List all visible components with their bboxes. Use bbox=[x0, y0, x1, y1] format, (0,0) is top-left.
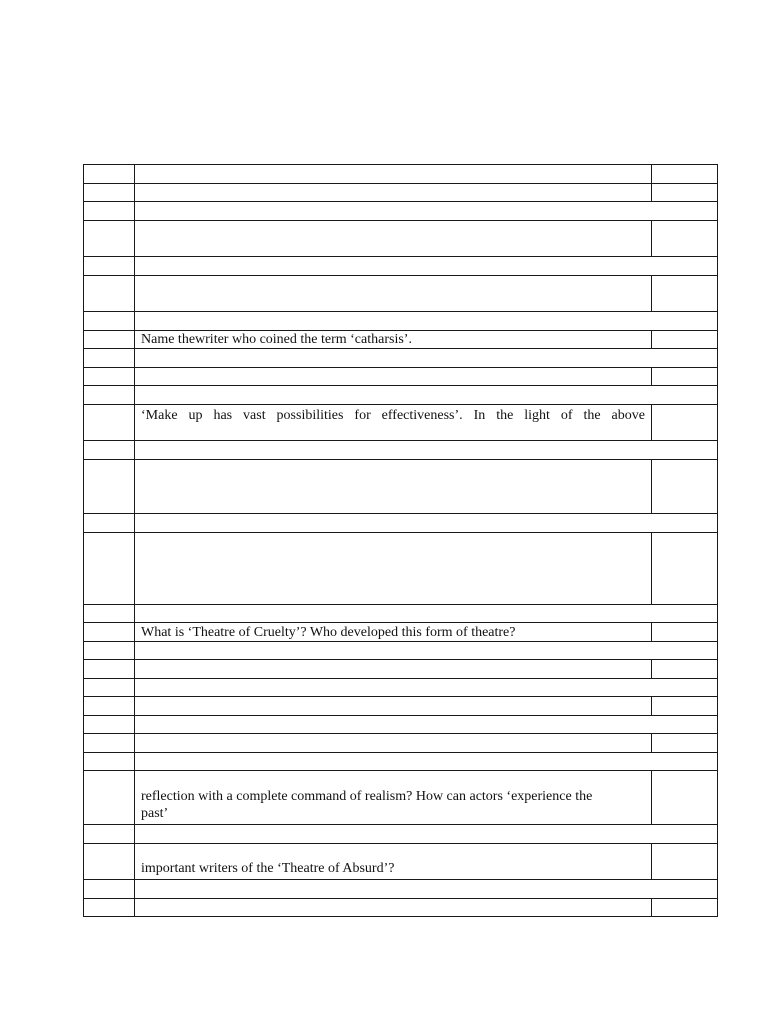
table-row bbox=[84, 679, 718, 697]
table-row bbox=[84, 623, 718, 642]
number-cell bbox=[84, 405, 135, 441]
section-cell bbox=[135, 441, 718, 460]
question-cruelty: What is ‘Theatre of Cruelty’? Who developed this form of theatre? bbox=[135, 623, 652, 642]
table-row bbox=[84, 642, 718, 660]
section-cell bbox=[135, 753, 718, 771]
section-cell bbox=[135, 349, 718, 368]
question-catharsis: Name thewriter who coined the term ‘catharsis’. bbox=[135, 331, 652, 349]
number-cell bbox=[84, 386, 135, 405]
number-cell bbox=[84, 184, 135, 202]
question-realism-line-2: past’ bbox=[141, 806, 169, 821]
number-cell bbox=[84, 825, 135, 844]
marks-cell bbox=[652, 460, 718, 514]
number-cell bbox=[84, 312, 135, 331]
table-row bbox=[84, 165, 718, 184]
number-cell bbox=[84, 844, 135, 880]
section-cell bbox=[135, 386, 718, 405]
number-cell bbox=[84, 605, 135, 623]
section-cell bbox=[135, 716, 718, 734]
number-cell bbox=[84, 460, 135, 514]
number-cell bbox=[84, 165, 135, 184]
number-cell bbox=[84, 221, 135, 257]
table-row bbox=[84, 221, 718, 257]
section-cell bbox=[135, 679, 718, 697]
section-cell bbox=[135, 880, 718, 899]
marks-cell bbox=[652, 697, 718, 716]
question-cell bbox=[135, 533, 652, 605]
number-cell bbox=[84, 441, 135, 460]
section-cell bbox=[135, 312, 718, 331]
marks-cell bbox=[652, 623, 718, 642]
table-row bbox=[84, 899, 718, 917]
number-cell bbox=[84, 331, 135, 349]
number-cell bbox=[84, 642, 135, 660]
table-row bbox=[84, 276, 718, 312]
table-row bbox=[84, 880, 718, 899]
section-cell bbox=[135, 257, 718, 276]
number-cell bbox=[84, 514, 135, 533]
marks-cell bbox=[652, 184, 718, 202]
question-cell bbox=[135, 368, 652, 386]
number-cell bbox=[84, 368, 135, 386]
question-cell bbox=[135, 165, 652, 184]
section-cell bbox=[135, 514, 718, 533]
marks-cell bbox=[652, 533, 718, 605]
number-cell bbox=[84, 899, 135, 917]
question-cell bbox=[135, 276, 652, 312]
section-cell bbox=[135, 605, 718, 623]
section-cell bbox=[135, 825, 718, 844]
table-row bbox=[84, 697, 718, 716]
marks-cell bbox=[652, 899, 718, 917]
table-row bbox=[84, 184, 718, 202]
marks-cell bbox=[652, 771, 718, 825]
table-row bbox=[84, 368, 718, 386]
number-cell bbox=[84, 349, 135, 368]
number-cell bbox=[84, 734, 135, 753]
table-row bbox=[84, 331, 718, 349]
table-row bbox=[84, 825, 718, 844]
table-row bbox=[84, 460, 718, 514]
question-table bbox=[83, 164, 718, 917]
question-cell bbox=[135, 899, 652, 917]
table-row bbox=[84, 202, 718, 221]
number-cell bbox=[84, 716, 135, 734]
table-row bbox=[84, 771, 718, 825]
table-row bbox=[84, 716, 718, 734]
section-cell bbox=[135, 642, 718, 660]
question-realism-line-1: reflection with a complete command of realism? How can actors ‘experience the bbox=[141, 789, 593, 804]
marks-cell bbox=[652, 660, 718, 679]
question-cell bbox=[135, 660, 652, 679]
question-cell bbox=[135, 221, 652, 257]
question-cell bbox=[135, 697, 652, 716]
table-row bbox=[84, 405, 718, 441]
table-row bbox=[84, 257, 718, 276]
question-absurd: important writers of the ‘Theatre of Absurd’? bbox=[135, 844, 652, 880]
marks-cell bbox=[652, 405, 718, 441]
table-row bbox=[84, 386, 718, 405]
number-cell bbox=[84, 660, 135, 679]
number-cell bbox=[84, 697, 135, 716]
table-row bbox=[84, 349, 718, 368]
number-cell bbox=[84, 623, 135, 642]
table-row bbox=[84, 533, 718, 605]
marks-cell bbox=[652, 331, 718, 349]
section-cell bbox=[135, 202, 718, 221]
marks-cell bbox=[652, 221, 718, 257]
table-row bbox=[84, 605, 718, 623]
marks-cell bbox=[652, 368, 718, 386]
marks-cell bbox=[652, 165, 718, 184]
number-cell bbox=[84, 202, 135, 221]
question-cell bbox=[135, 460, 652, 514]
number-cell bbox=[84, 257, 135, 276]
table-row bbox=[84, 312, 718, 331]
marks-cell bbox=[652, 734, 718, 753]
table-row bbox=[84, 844, 718, 880]
table-row bbox=[84, 514, 718, 533]
number-cell bbox=[84, 679, 135, 697]
question-realism bbox=[135, 771, 652, 825]
table-row bbox=[84, 734, 718, 753]
number-cell bbox=[84, 753, 135, 771]
marks-cell bbox=[652, 844, 718, 880]
question-cell bbox=[135, 184, 652, 202]
number-cell bbox=[84, 880, 135, 899]
number-cell bbox=[84, 276, 135, 312]
table-row bbox=[84, 753, 718, 771]
marks-cell bbox=[652, 276, 718, 312]
number-cell bbox=[84, 533, 135, 605]
question-make-up: ‘Make up has vast possibilities for effectiveness’. In the light of the above bbox=[135, 405, 652, 441]
table-row bbox=[84, 660, 718, 679]
table-row bbox=[84, 441, 718, 460]
question-cell bbox=[135, 734, 652, 753]
number-cell bbox=[84, 771, 135, 825]
